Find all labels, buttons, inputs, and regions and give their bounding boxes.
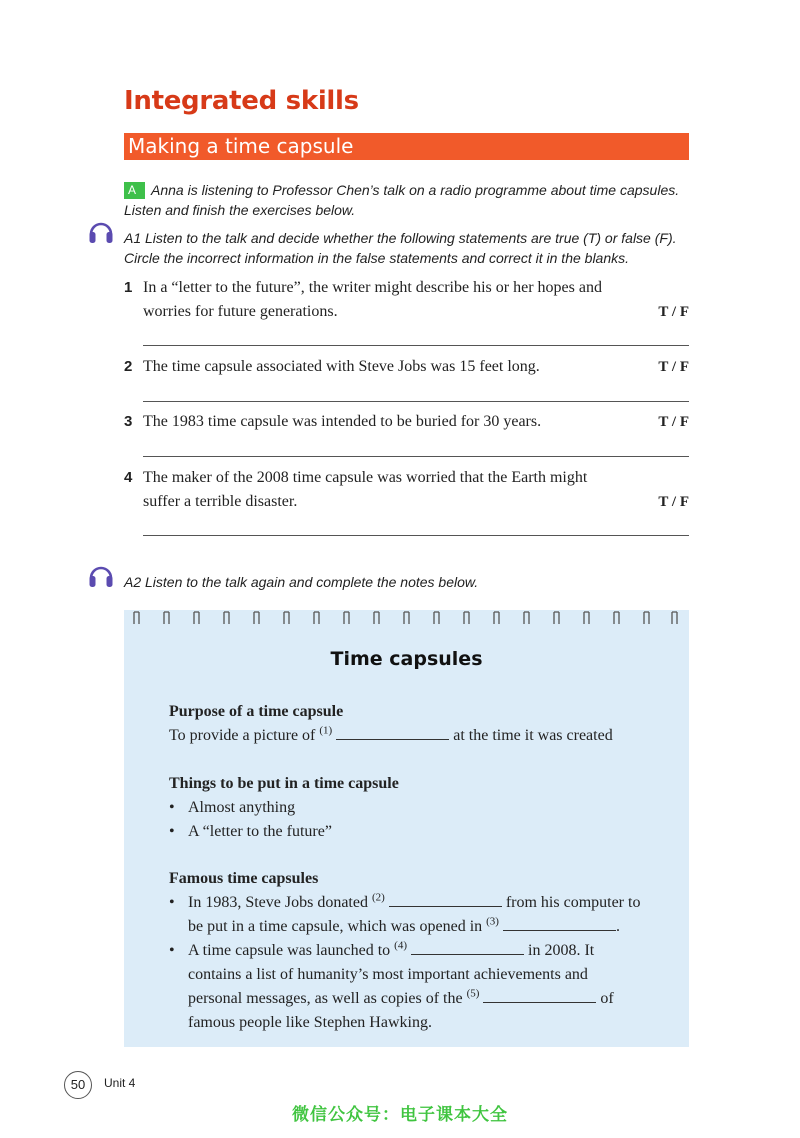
blank-5[interactable] — [483, 988, 596, 1003]
spiral-binding — [124, 608, 689, 630]
blank-number: (2) — [371, 891, 385, 904]
things-heading: Things to be put in a time capsule — [169, 775, 399, 792]
text: from his computer to — [505, 894, 641, 911]
section-banner — [124, 133, 689, 160]
text: of — [600, 990, 614, 1007]
unit-label: Unit 4 — [104, 1076, 136, 1090]
bullet-icon: • — [169, 823, 175, 840]
notes-title: Time capsules — [330, 648, 483, 670]
blank-number: (5) — [466, 987, 480, 1000]
purpose-text-end: at the time it was created — [453, 727, 613, 744]
a2-instructions: A2 Listen to the talk again and complete the notes below. — [124, 574, 479, 590]
list-item — [169, 796, 668, 820]
blank-3[interactable] — [503, 916, 616, 931]
question-text-line-1: The time capsule associated with Steve Jobs was 15 feet long. — [143, 358, 540, 375]
question-4 — [124, 466, 689, 514]
section-banner-label: Making a time capsule — [128, 134, 354, 158]
list-item-text: A “letter to the future” — [188, 823, 332, 840]
blank-1[interactable] — [336, 725, 449, 740]
text: personal messages, as well as copies of the — [188, 990, 463, 1007]
answer-line-3[interactable] — [143, 456, 689, 457]
text: . — [615, 918, 620, 935]
headphones-icon — [87, 562, 115, 590]
question-number: 1 — [124, 279, 133, 296]
list-item — [169, 820, 668, 844]
answer-line-2[interactable] — [143, 401, 689, 402]
question-text-line-1: The 1983 time capsule was intended to be buried for 30 years. — [143, 413, 542, 430]
text: famous people like Stephen Hawking. — [188, 1014, 432, 1031]
watermark: 微信公众号：电子课本大全 — [292, 1105, 508, 1125]
blank-number: (4) — [394, 939, 407, 952]
true-false-choice[interactable]: T / F — [658, 414, 689, 430]
question-text-line-1: In a “letter to the future”, the writer might describe his or her hopes and — [143, 279, 602, 296]
text: in 2008. It — [528, 942, 595, 959]
question-number: 4 — [124, 469, 133, 486]
text: In 1983, Steve Jobs donated — [188, 894, 368, 911]
question-text-line-2: suffer a terrible disaster. — [143, 493, 298, 510]
list-item — [169, 891, 668, 939]
list-item-text — [188, 891, 668, 939]
bullet-icon: • — [169, 894, 175, 911]
question-2 — [124, 355, 689, 379]
question-number: 2 — [124, 358, 133, 375]
a1-instructions — [124, 228, 699, 268]
purpose-heading: Purpose of a time capsule — [169, 703, 344, 720]
answer-line-1[interactable] — [143, 345, 689, 346]
list-item — [169, 939, 668, 1035]
purpose-text: To provide a picture of — [169, 727, 316, 744]
question-3 — [124, 410, 689, 434]
page-number: 50 — [64, 1071, 92, 1099]
question-number: 3 — [124, 413, 133, 430]
true-false-choice[interactable]: T / F — [658, 359, 689, 375]
question-1 — [124, 276, 689, 324]
blank-4[interactable] — [411, 940, 524, 955]
true-false-choice[interactable]: T / F — [658, 494, 689, 510]
blank-number: (1) — [319, 724, 333, 737]
intro-line-1: Anna is listening to Professor Chen’s talk on a radio programme about time capsules. — [151, 182, 680, 198]
question-text-line-1: The maker of the 2008 time capsule was worried that the Earth might — [143, 469, 588, 486]
answer-line-4[interactable] — [143, 535, 689, 536]
page-title: Integrated skills — [124, 86, 359, 116]
section-a-tag: A — [124, 182, 145, 199]
notes-panel — [124, 610, 689, 1047]
question-text-line-2: worries for future generations. — [143, 303, 338, 320]
a1-instr-line-1: A1 Listen to the talk and decide whether the following statements are true (T) or false (F). — [124, 230, 677, 246]
bullet-icon: • — [169, 942, 175, 959]
text: contains a list of humanity’s most important achievements and — [188, 966, 588, 983]
bullet-icon: • — [169, 799, 175, 816]
blank-number: (3) — [486, 915, 499, 928]
section-a-intro — [124, 180, 694, 220]
purpose-line — [169, 724, 613, 748]
text: A time capsule was launched to — [188, 942, 391, 959]
headphones-icon — [87, 218, 115, 246]
intro-line-2: Listen and finish the exercises below. — [124, 202, 356, 218]
blank-2[interactable] — [389, 892, 502, 907]
list-item-text: Almost anything — [188, 799, 296, 816]
a1-instr-line-2: Circle the incorrect information in the false statements and correct it in the blanks. — [124, 250, 630, 266]
famous-heading: Famous time capsules — [169, 870, 319, 887]
text: be put in a time capsule, which was opened in — [188, 918, 483, 935]
true-false-choice[interactable]: T / F — [658, 304, 689, 320]
list-item-text — [188, 939, 668, 1035]
